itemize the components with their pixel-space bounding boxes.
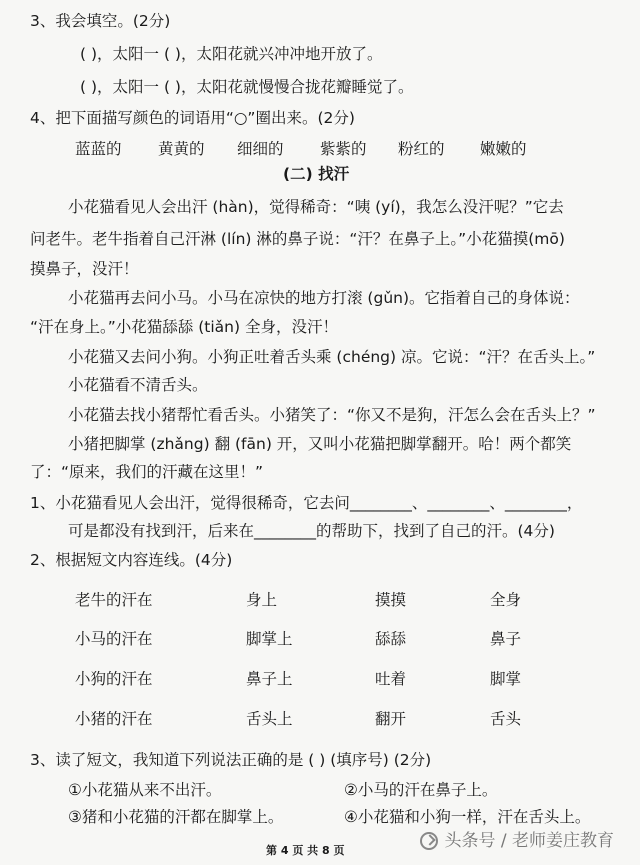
word-item: 细细的	[237, 140, 284, 158]
match-cell: 小猪的汗在	[75, 710, 153, 728]
option-item: ①小花猫从来不出汗。	[68, 781, 222, 799]
match-cell: 脚掌	[490, 670, 522, 688]
passage-line: 小猪把脚掌 (zhǎng) 翻 (fān) 开，又叫小花猫把脚掌翻开。哈！两个都笑	[68, 435, 572, 453]
word-item: 黄黄的	[158, 140, 205, 158]
match-cell: 身上	[246, 591, 278, 609]
q3-choice-heading: 3、读了短文，我知道下列说法正确的是 ( ) (填序号) (2分)	[30, 751, 432, 769]
match-cell: 老牛的汗在	[75, 591, 153, 609]
word-item: 紫紫的	[320, 140, 367, 158]
q3-fill-line1: ( )，太阳一 ( )，太阳花就兴冲冲地开放了。	[80, 45, 383, 63]
match-cell: 鼻子	[490, 630, 522, 648]
passage-line: 小花猫又去问小狗。小狗正吐着舌头乘 (chéng) 凉。它说：“汗？在舌头上。”	[68, 348, 596, 366]
passage-line: 小花猫再去问小马。小马在凉快的地方打滚 (gǔn)。它指着自己的身体说：	[68, 289, 580, 307]
passage-line: 小花猫看见人会出汗 (hàn)，觉得稀奇：“咦 (yí)，我怎么没汗呢？”它去	[68, 198, 564, 216]
q1-line1: 1、小花猫看见人会出汗，觉得很稀奇，它去问________、________、________，	[30, 494, 583, 512]
match-cell: 鼻子上	[246, 670, 293, 688]
word-item: 嫩嫩的	[480, 140, 527, 158]
passage-line: 摸鼻子，没汗！	[30, 260, 139, 278]
match-cell: 摸摸	[375, 591, 407, 609]
q3-fill-heading: 3、我会填空。(2分)	[30, 12, 171, 30]
match-cell: 脚掌上	[246, 630, 293, 648]
match-cell: 小狗的汗在	[75, 670, 153, 688]
match-cell: 吐着	[375, 670, 407, 688]
match-cell: 舌头	[490, 710, 522, 728]
option-item: ②小马的汗在鼻子上。	[344, 781, 498, 799]
page-number: 第 4 页 共 8 页	[266, 844, 345, 857]
option-item: ③猪和小花猫的汗都在脚掌上。	[68, 808, 284, 826]
q2-heading: 2、根据短文内容连线。(4分)	[30, 551, 233, 569]
q1-line2: 可是都没有找到汗，后来在________的帮助下，找到了自己的汗。(4分)	[68, 522, 555, 540]
match-cell: 舌头上	[246, 710, 293, 728]
q3-fill-line2: ( )，太阳一 ( )，太阳花就慢慢合拢花瓣睡觉了。	[80, 78, 414, 96]
match-cell: 翻开	[375, 710, 407, 728]
toutiao-icon	[420, 832, 438, 850]
passage-line: 小花猫去找小猪帮忙看舌头。小猪笑了：“你又不是狗，汗怎么会在舌头上？”	[68, 406, 596, 424]
match-cell: 小马的汗在	[75, 630, 153, 648]
passage-line: “汗在身上。”小花猫舔舔 (tiǎn) 全身，没汗！	[30, 318, 338, 336]
option-item: ④小花猫和小狗一样，汗在舌头上。	[344, 808, 591, 826]
match-cell: 全身	[490, 591, 522, 609]
passage-line: 小花猫看不清舌头。	[68, 376, 208, 394]
passage-title: (二) 找汗	[283, 165, 350, 183]
q4-heading: 4、把下面描写颜色的词语用“○”圈出来。(2分)	[30, 109, 355, 127]
watermark-text: 头条号 / 老师姜庄教育	[444, 831, 614, 851]
word-item: 蓝蓝的	[75, 140, 122, 158]
word-item: 粉红的	[398, 140, 445, 158]
match-cell: 舔舔	[375, 630, 407, 648]
passage-line: 了：“原来，我们的汗藏在这里！”	[30, 463, 264, 481]
passage-line: 问老牛。老牛指着自己汗淋 (lín) 淋的鼻子说：“汗？在鼻子上。”小花猫摸(mō)	[30, 230, 565, 248]
watermark	[420, 826, 614, 851]
